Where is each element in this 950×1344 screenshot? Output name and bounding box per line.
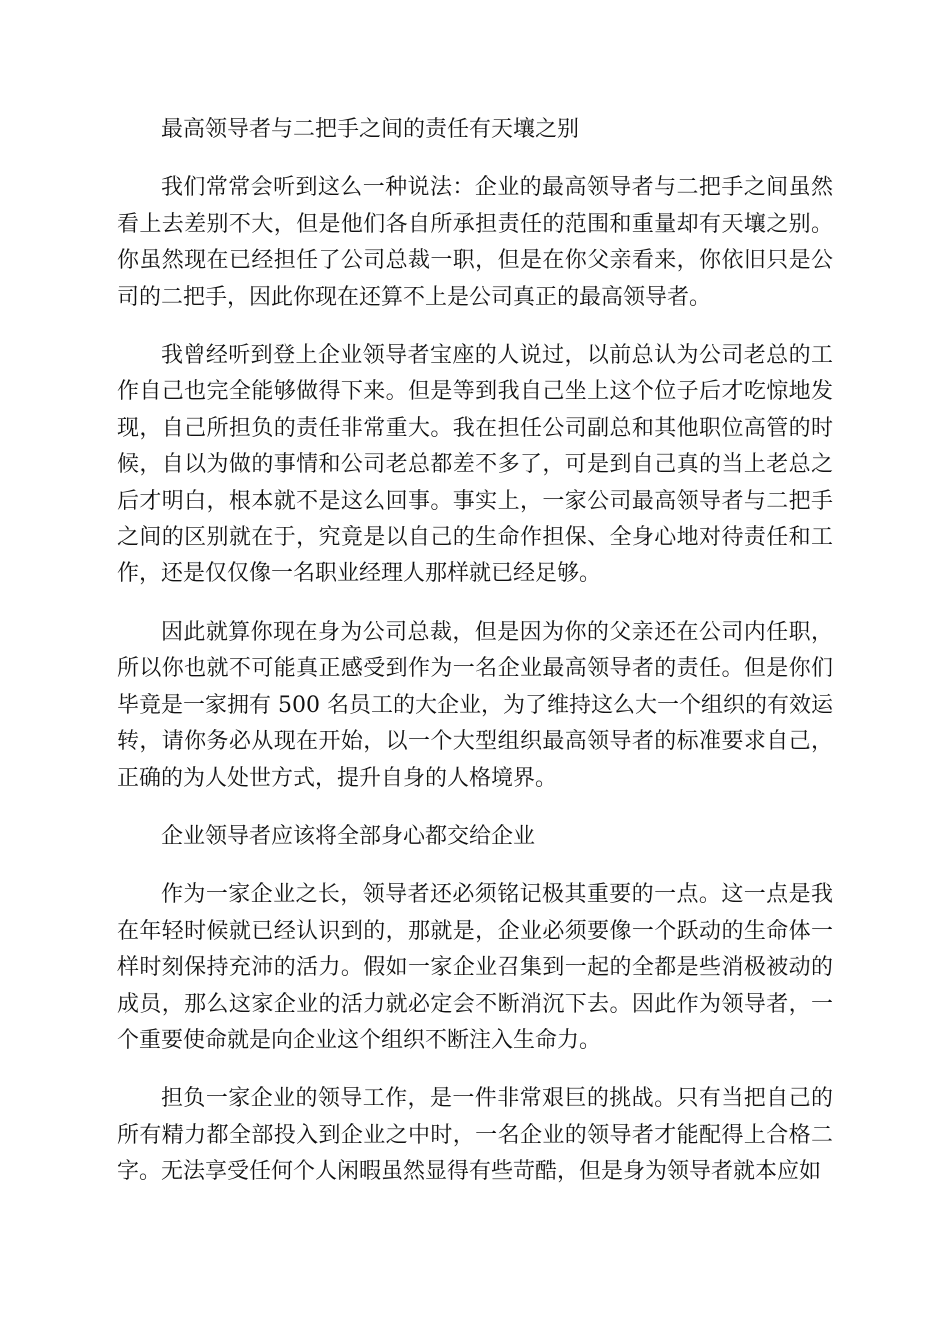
section-heading-responsibility: 最高领导者与二把手之间的责任有天壤之别 (161, 117, 580, 142)
paragraph-president-standard: 因此就算你现在身为公司总裁，但是因为你的父亲还在公司内任职，所以你也就不可能真正感受到作为一名企业最高领导者的责任。但是你们毕竟是一家拥有 500 名员工的大企业，为了维持这么大一个组织的有效运转，请你务必从现在开始，以一个大型组织最高领导者的标准要求自己，正确的为人处世方式，提升自身的人格境界。 (117, 619, 833, 791)
paragraph-vitality: 作为一家企业之长，领导者还必须铭记极其重要的一点。这一点是我在年轻时候就已经认识到的，那就是，企业必须要像一个跃动的生命体一样时刻保持充沛的活力。假如一家企业召集到一起的全都是些消极被动的成员，那么这家企业的活力就必定会不断消沉下去。因此作为领导者，一个重要使命就是向企业这个组织不断注入生命力。 (117, 882, 833, 1053)
paragraph-challenge: 担负一家企业的领导工作，是一件非常艰巨的挑战。只有当把自己的所有精力都全部投入到企业之中时，一名企业的领导者才能配得上合格二字。无法享受任何个人闲暇虽然显得有些苛酷，但是身为领导者就本应如 (117, 1086, 833, 1185)
paragraph-two-in-command: 我们常常会听到这么一种说法：企业的最高领导者与二把手之间虽然看上去差别不大，但是他们各自所承担责任的范围和重量却有天壤之别。你虽然现在已经担任了公司总裁一职，但是在你父亲看来，你依旧只是公司的二把手，因此你现在还算不上是公司真正的最高领导者。 (117, 175, 833, 310)
document-page (117, 112, 833, 1213)
paragraph-leader-experience: 我曾经听到登上企业领导者宝座的人说过，以前总认为公司老总的工作自己也完全能够做得下来。但是等到我自己坐上这个位子后才吃惊地发现，自己所担负的责任非常重大。我在担任公司副总和其他职位高管的时候，自以为做的事情和公司老总都差不多了，可是到自己真的当上老总之后才明白，根本就不是这么回事。事实上，一家公司最高领导者与二把手之间的区别就在于，究竟是以自己的生命作担保、全身心地对待责任和工作，还是仅仅像一名职业经理人那样就已经足够。 (117, 343, 833, 587)
section-heading-devotion: 企业领导者应该将全部身心都交给企业 (161, 823, 536, 849)
